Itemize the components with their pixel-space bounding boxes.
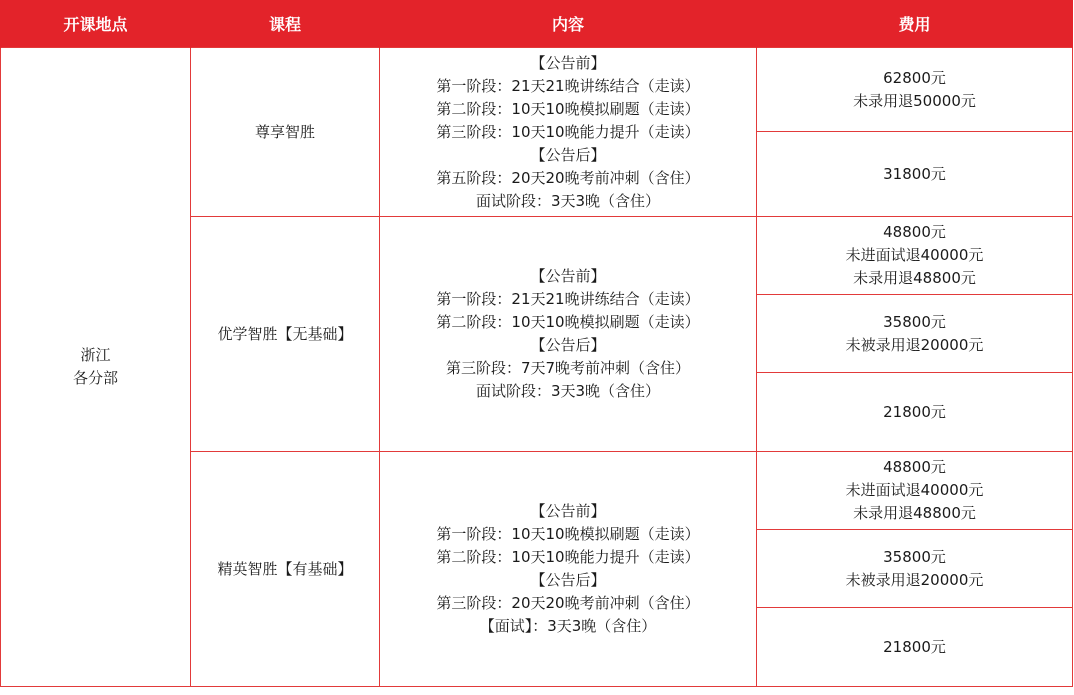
content-line: 【面试】：3天3晚（含住） xyxy=(479,617,657,635)
table-row xyxy=(1,48,1073,132)
location-line: 各分部 xyxy=(72,369,118,387)
content-line: 【公告后】 xyxy=(530,145,606,164)
fee-line: 35800元 xyxy=(883,547,946,566)
fee-line: 21800元 xyxy=(883,637,946,656)
fee-cell xyxy=(757,608,1073,687)
course-name-cell: 优学智胜【无基础】 xyxy=(191,217,380,452)
fee-line: 未录用退50000元 xyxy=(853,91,976,110)
content-line: 【公告前】 xyxy=(530,53,606,72)
content-line: 第五阶段：20天20晚考前冲刺（含住） xyxy=(436,168,700,187)
header-fee: 费用 xyxy=(757,0,1073,48)
content-line: 第三阶段：7天7晚考前冲刺（含住） xyxy=(445,359,691,377)
location-line: 浙江 xyxy=(80,346,111,364)
fee-line: 未被录用退20000元 xyxy=(845,570,984,589)
fee-cell xyxy=(757,452,1073,530)
fee-line: 48800元 xyxy=(883,458,946,476)
content-line: 第二阶段：10天10晚能力提升（走读） xyxy=(436,548,700,566)
content-line: 第三阶段：10天10晚能力提升（走读） xyxy=(436,122,700,141)
content-line: 第二阶段：10天10晚模拟刷题（走读） xyxy=(436,99,700,118)
table-header-row xyxy=(1,0,1073,48)
course-name-cell: 精英智胜【有基础】 xyxy=(191,452,380,687)
content-line: 第二阶段：10天10晚模拟刷题（走读） xyxy=(436,313,700,331)
fee-cell xyxy=(757,217,1073,295)
fee-cell xyxy=(757,530,1073,608)
content-line: 面试阶段：3天3晚（含住） xyxy=(475,191,661,210)
fee-line: 未进面试退40000元 xyxy=(845,246,984,264)
content-line: 第一阶段：21天21晚讲练结合（走读） xyxy=(436,290,700,308)
fee-line: 未被录用退20000元 xyxy=(845,335,984,354)
fee-line: 未录用退48800元 xyxy=(853,269,976,287)
fee-line: 未进面试退40000元 xyxy=(845,481,984,499)
header-location: 开课地点 xyxy=(1,0,191,48)
course-content-cell xyxy=(380,48,757,217)
fee-line: 35800元 xyxy=(883,312,946,331)
fee-line: 48800元 xyxy=(883,223,946,241)
location-cell xyxy=(1,48,191,687)
fee-line: 未录用退48800元 xyxy=(853,504,976,522)
course-name-cell: 尊享智胜 xyxy=(191,48,380,217)
content-line: 【公告前】 xyxy=(530,502,606,520)
content-line: 第一阶段：10天10晚模拟刷题（走读） xyxy=(436,525,700,543)
content-line: 【公告后】 xyxy=(530,336,606,354)
fee-cell xyxy=(757,48,1073,132)
fee-cell xyxy=(757,132,1073,217)
content-line: 第一阶段：21天21晚讲练结合（走读） xyxy=(436,76,700,95)
content-line: 面试阶段：3天3晚（含住） xyxy=(475,382,661,400)
header-course: 课程 xyxy=(191,0,380,48)
fee-line: 21800元 xyxy=(883,402,946,421)
header-content: 内容 xyxy=(380,0,757,48)
fee-cell xyxy=(757,373,1073,452)
content-line: 【公告前】 xyxy=(530,267,606,285)
fee-line: 31800元 xyxy=(883,164,946,183)
course-content-cell xyxy=(380,452,757,687)
fee-line: 62800元 xyxy=(883,68,946,87)
course-content-cell xyxy=(380,217,757,452)
content-line: 【公告后】 xyxy=(530,571,606,589)
content-line: 第三阶段：20天20晚考前冲刺（含住） xyxy=(436,594,700,612)
fee-cell xyxy=(757,295,1073,373)
